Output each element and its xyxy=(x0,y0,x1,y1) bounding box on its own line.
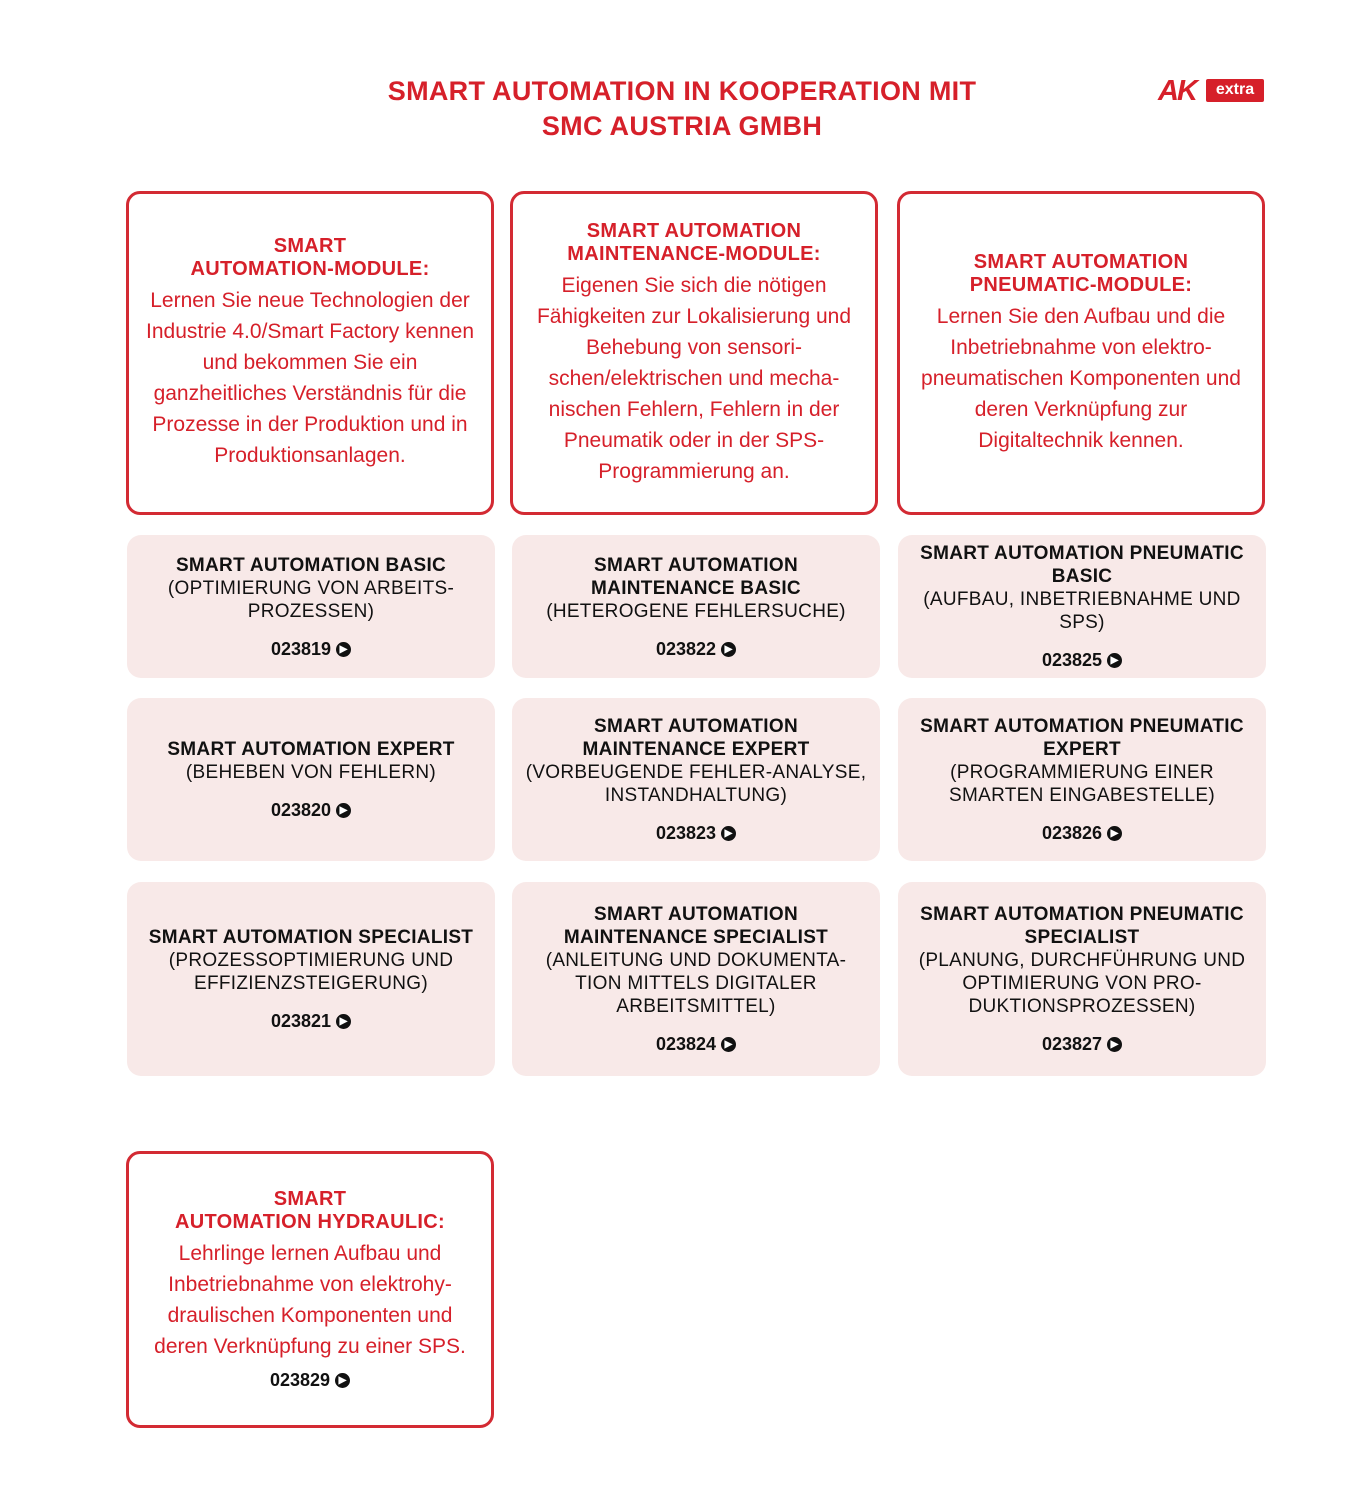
module-description: Lernen Sie den Aufbau und die Inbetriebnahme von elektro-pneumatischen Komponenten und deren Verknüpfung zur Digitaltechnik kennen. xyxy=(921,304,1241,452)
module-description: Lehrlinge lernen Aufbau und Inbetriebnahme von elektrohy-draulischen Komponenten und deren Verknüpfung zu einer SPS. xyxy=(154,1242,466,1358)
module-card-automation xyxy=(126,191,494,515)
course-code-link[interactable] xyxy=(270,1370,350,1391)
module-title xyxy=(970,251,1192,297)
course-code: 023820 xyxy=(270,800,332,820)
course-code: 023822 xyxy=(655,638,717,659)
course-description: (OPTIMIERUNG VON ARBEITS-PROZESSEN) xyxy=(167,577,455,622)
course-code: 023819 xyxy=(270,638,332,659)
course-title: SMART AUTOMATION PNEUMATIC BASIC xyxy=(920,543,1244,587)
course-text xyxy=(139,554,483,623)
arrow-right-icon: ▶ xyxy=(335,1373,350,1388)
course-code-link[interactable] xyxy=(656,823,736,844)
course-code: 023823 xyxy=(655,823,717,843)
arrow-right-icon: ▶ xyxy=(1107,826,1122,841)
course-card[interactable] xyxy=(127,882,495,1076)
course-description: (ANLEITUNG UND DOKUMENTA-TION MITTELS DIGITALER ARBEITSMITTEL) xyxy=(545,950,847,1017)
course-code-link[interactable] xyxy=(1042,1034,1122,1055)
module-title-line2: AUTOMATION HYDRAULIC: xyxy=(175,1211,445,1233)
module-card-pneumatic xyxy=(897,191,1265,515)
arrow-right-icon: ▶ xyxy=(336,642,351,657)
module-title-line2: AUTOMATION-MODULE: xyxy=(190,258,430,280)
module-title-line1: SMART AUTOMATION xyxy=(973,250,1189,273)
course-title: SMART AUTOMATION PNEUMATIC SPECIALIST xyxy=(920,904,1244,948)
course-text xyxy=(524,903,868,1018)
course-title: SMART AUTOMATION SPECIALIST xyxy=(148,927,474,948)
module-title-line2: PNEUMATIC-MODULE: xyxy=(969,273,1193,296)
arrow-right-icon: ▶ xyxy=(721,642,736,657)
course-code: 023821 xyxy=(270,1011,332,1031)
module-title xyxy=(190,235,429,281)
course-code-link[interactable] xyxy=(1042,650,1122,671)
course-title: SMART AUTOMATION PNEUMATIC EXPERT xyxy=(920,716,1244,760)
arrow-right-icon: ▶ xyxy=(721,826,736,841)
course-text xyxy=(167,738,454,784)
course-code: 023829 xyxy=(269,1370,331,1390)
course-card[interactable] xyxy=(898,698,1266,861)
course-card[interactable] xyxy=(898,882,1266,1076)
page-title-line1: SMART AUTOMATION IN KOOPERATION MIT xyxy=(387,76,977,106)
course-description: (AUFBAU, INBETRIEBNAHME UND SPS) xyxy=(923,589,1241,633)
course-description: (PROZESSOPTIMIERUNG UND EFFIZIENZSTEIGERUNG) xyxy=(168,950,454,994)
course-code-link[interactable] xyxy=(271,1011,351,1032)
course-card[interactable] xyxy=(127,698,495,861)
course-title: SMART AUTOMATION MAINTENANCE SPECIALIST xyxy=(563,904,829,948)
course-text xyxy=(910,903,1254,1018)
course-card[interactable] xyxy=(512,882,880,1076)
course-card[interactable] xyxy=(512,535,880,678)
course-card[interactable] xyxy=(898,535,1266,678)
module-description: Lernen Sie neue Technologien der Industrie 4.0/Smart Factory kennen und bekommen Sie ein ganzheitliches Verständnis für die Prozesse in der Produktion und in Produktionsanlagen. xyxy=(146,289,474,467)
course-description: (VORBEUGENDE FEHLER-ANALYSE, INSTANDHALTUNG) xyxy=(525,762,867,806)
course-title: SMART AUTOMATION MAINTENANCE BASIC xyxy=(591,554,801,599)
logo-ak-text: AK xyxy=(1158,75,1196,107)
module-title xyxy=(175,1188,445,1234)
module-title xyxy=(567,220,820,266)
logo-extra-badge: extra xyxy=(1206,79,1264,102)
course-title: SMART AUTOMATION EXPERT xyxy=(167,739,455,760)
course-card[interactable] xyxy=(512,698,880,861)
module-description: Eigenen Sie sich die nötigen Fähigkeiten zur Lokalisierung und Behebung von sensori-schen/elektrischen und mecha-nischen Fehlern, Fehlern in der Pneumatik oder in der SPS-Programmierung an. xyxy=(536,273,852,483)
arrow-right-icon: ▶ xyxy=(1107,653,1122,668)
course-text xyxy=(139,926,483,995)
arrow-right-icon: ▶ xyxy=(336,803,351,818)
course-title: SMART AUTOMATION MAINTENANCE EXPERT xyxy=(582,716,810,760)
course-description: (PROGRAMMIERUNG EINER SMARTEN EINGABESTELLE) xyxy=(949,762,1215,806)
arrow-right-icon: ▶ xyxy=(336,1014,351,1029)
course-code-link[interactable] xyxy=(656,1034,736,1055)
course-title: SMART AUTOMATION BASIC xyxy=(175,554,447,576)
course-card[interactable] xyxy=(127,535,495,678)
course-code-link[interactable] xyxy=(1042,823,1122,844)
course-text xyxy=(910,715,1254,807)
course-code-link[interactable] xyxy=(271,639,351,660)
course-code: 023827 xyxy=(1041,1034,1103,1054)
ak-extra-logo xyxy=(1158,76,1266,106)
course-code: 023825 xyxy=(1041,650,1103,670)
course-code: 023826 xyxy=(1041,823,1103,843)
module-card-hydraulic xyxy=(126,1151,494,1428)
module-title-line1: SMART xyxy=(273,1188,347,1210)
course-code: 023824 xyxy=(655,1034,717,1054)
module-card-maintenance xyxy=(510,191,878,515)
course-text xyxy=(524,554,868,623)
course-code-link[interactable] xyxy=(271,800,351,821)
course-text xyxy=(910,542,1254,634)
module-title-line1: SMART AUTOMATION xyxy=(586,219,802,242)
course-text xyxy=(524,715,868,807)
course-description: (BEHEBEN VON FEHLERN) xyxy=(185,762,437,783)
arrow-right-icon: ▶ xyxy=(721,1037,736,1052)
course-code-link[interactable] xyxy=(656,639,736,660)
page-title-line2: SMC AUSTRIA GMBH xyxy=(541,111,823,141)
page-title xyxy=(300,74,1064,144)
module-title-line2: MAINTENANCE-MODULE: xyxy=(567,242,821,265)
module-title-line1: SMART xyxy=(273,235,347,257)
arrow-right-icon: ▶ xyxy=(1107,1037,1122,1052)
course-description: (HETEROGENE FEHLERSUCHE) xyxy=(546,600,846,622)
course-description: (PLANUNG, DURCHFÜHRUNG UND OPTIMIERUNG VON PRO-DUKTIONSPROZESSEN) xyxy=(918,950,1246,1017)
